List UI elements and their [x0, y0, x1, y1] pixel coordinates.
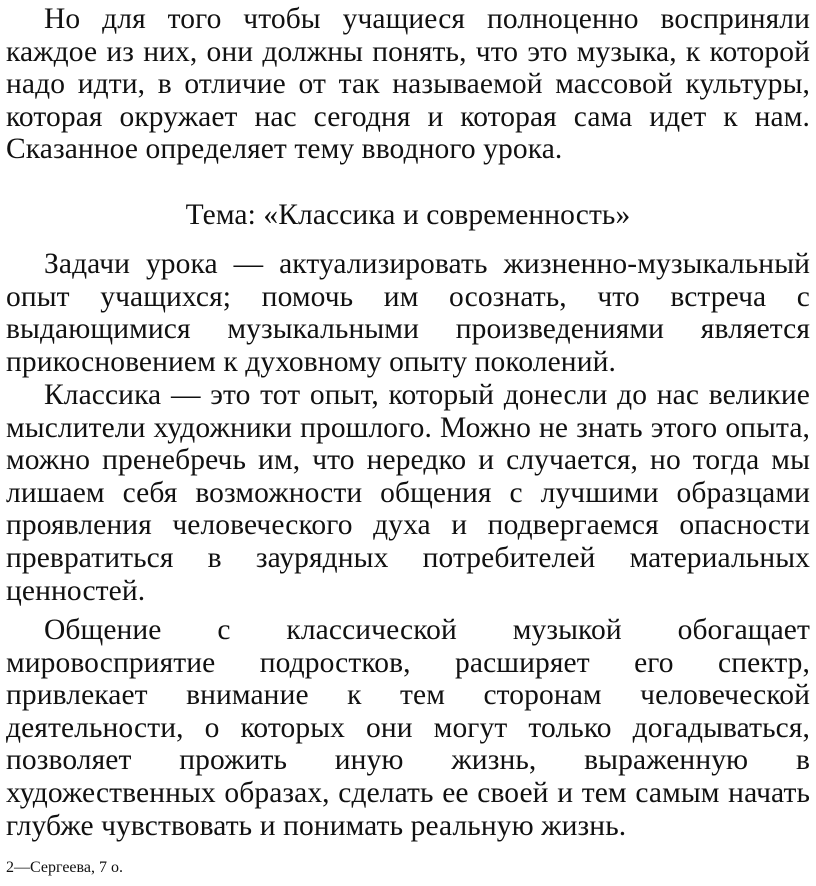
paragraph-lesson-tasks: Задачи урока — актуализировать жизненно-музыкальный опыт учащихся; помочь им осознать, что встреча с выдающимися музыкальными произведениями является прикосновением к духовному опыту поколений.	[6, 248, 810, 378]
page-footer-signature: 2—Сергеева, 7 о.	[6, 859, 123, 876]
lesson-topic-heading: Тема: «Классика и современность»	[185, 199, 631, 231]
paragraph-classics: Классика — это тот опыт, который донесли до нас великие мыслители художники прошлого. Можно не знать этого опыта, можно пренебречь им, что нередко и случается, но тогда мы лишаем себя возможности общения с лучшими образцами проявления человеческого духа и подвергаемся опасности превратиться в заурядных потребителей материальных ценностей.	[6, 379, 810, 607]
paragraph-communication: Общение с классической музыкой обогащает мировосприятие подростков, расширяет его спектр, привлекает внимание к тем сторонам человеческой деятельности, о которых они могут только догадываться, позволяет прожить иную жизнь, выраженную в художественных образах, сделать ее своей и тем самым начать глубже чувствовать и понимать реальную жизнь.	[6, 614, 810, 842]
paragraph-intro: Но для того чтобы учащиеся полноценно восприняли каждое из них, они должны понять, что это музыка, к которой надо идти, в отличие от так называемой массовой культуры, которая окружает нас сегодня и которая сама идет к нам. Сказанное определяет тему вводного урока.	[6, 3, 810, 166]
